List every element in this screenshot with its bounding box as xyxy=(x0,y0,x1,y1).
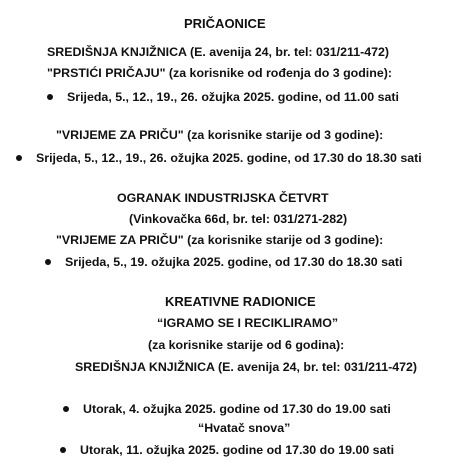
schedule-text: Utorak, 4. ožujka 2025. godine od 17.30 do 19.00 sati xyxy=(83,402,391,416)
schedule-text: Srijeda, 5., 12., 19., 26. ožujka 2025. godine, od 17.30 do 18.30 sati xyxy=(36,151,422,165)
bullet-icon xyxy=(47,94,53,100)
schedule-item xyxy=(60,443,394,458)
bullet-icon xyxy=(16,155,22,161)
schedule-text: Srijeda, 5., 19. ožujka 2025. godine, od 17.30 do 18.30 sati xyxy=(65,255,403,269)
bullet-icon xyxy=(60,447,66,453)
program-igramo-se: “IGRAMO SE I RECIKLIRAMO” xyxy=(157,316,339,330)
program-vrijeme-za-pricu: "VRIJEME ZA PRIČU" (za korisnike starije od 3 godine): xyxy=(56,233,384,247)
bullet-icon xyxy=(63,406,69,412)
schedule-item xyxy=(63,402,391,417)
radionice-title: KREATIVNE RADIONICE xyxy=(165,294,316,309)
schedule-text: Utorak, 11. ožujka 2025. godine od 17.30 do 19.00 sati xyxy=(80,443,395,457)
library-sredisnja-heading: SREDIŠNJA KNJIŽNICA (E. avenija 24, br. tel: 031/211-472) xyxy=(75,360,418,374)
library-ogranak-address: (Vinkovačka 66d, br. tel: 031/271-282) xyxy=(129,212,348,226)
library-sredisnja-heading: SREDIŠNJA KNJIŽNICA (E. avenija 24, br. tel: 031/211-472) xyxy=(47,45,390,59)
schedule-item xyxy=(47,90,399,105)
schedule-item xyxy=(45,255,402,270)
pricaonice-title: PRIČAONICE xyxy=(184,16,266,31)
schedule-item xyxy=(16,151,422,166)
workshop-subtitle: “Hvatač snova” xyxy=(198,421,291,435)
library-ogranak-heading: OGRANAK INDUSTRIJSKA ČETVRT xyxy=(117,191,329,205)
bullet-icon xyxy=(45,259,51,265)
program-prstici-pricaju: "PRSTIĆI PRIČAJU" (za korisnike od rođenja do 3 godine): xyxy=(47,66,392,80)
schedule-text: Srijeda, 5., 12., 19., 26. ožujka 2025. godine, od 11.00 sati xyxy=(67,90,399,104)
program-vrijeme-za-pricu: "VRIJEME ZA PRIČU" (za korisnike starije od 3 godine): xyxy=(56,128,384,142)
program-audience: (za korisnike starije od 6 godina): xyxy=(148,338,345,352)
